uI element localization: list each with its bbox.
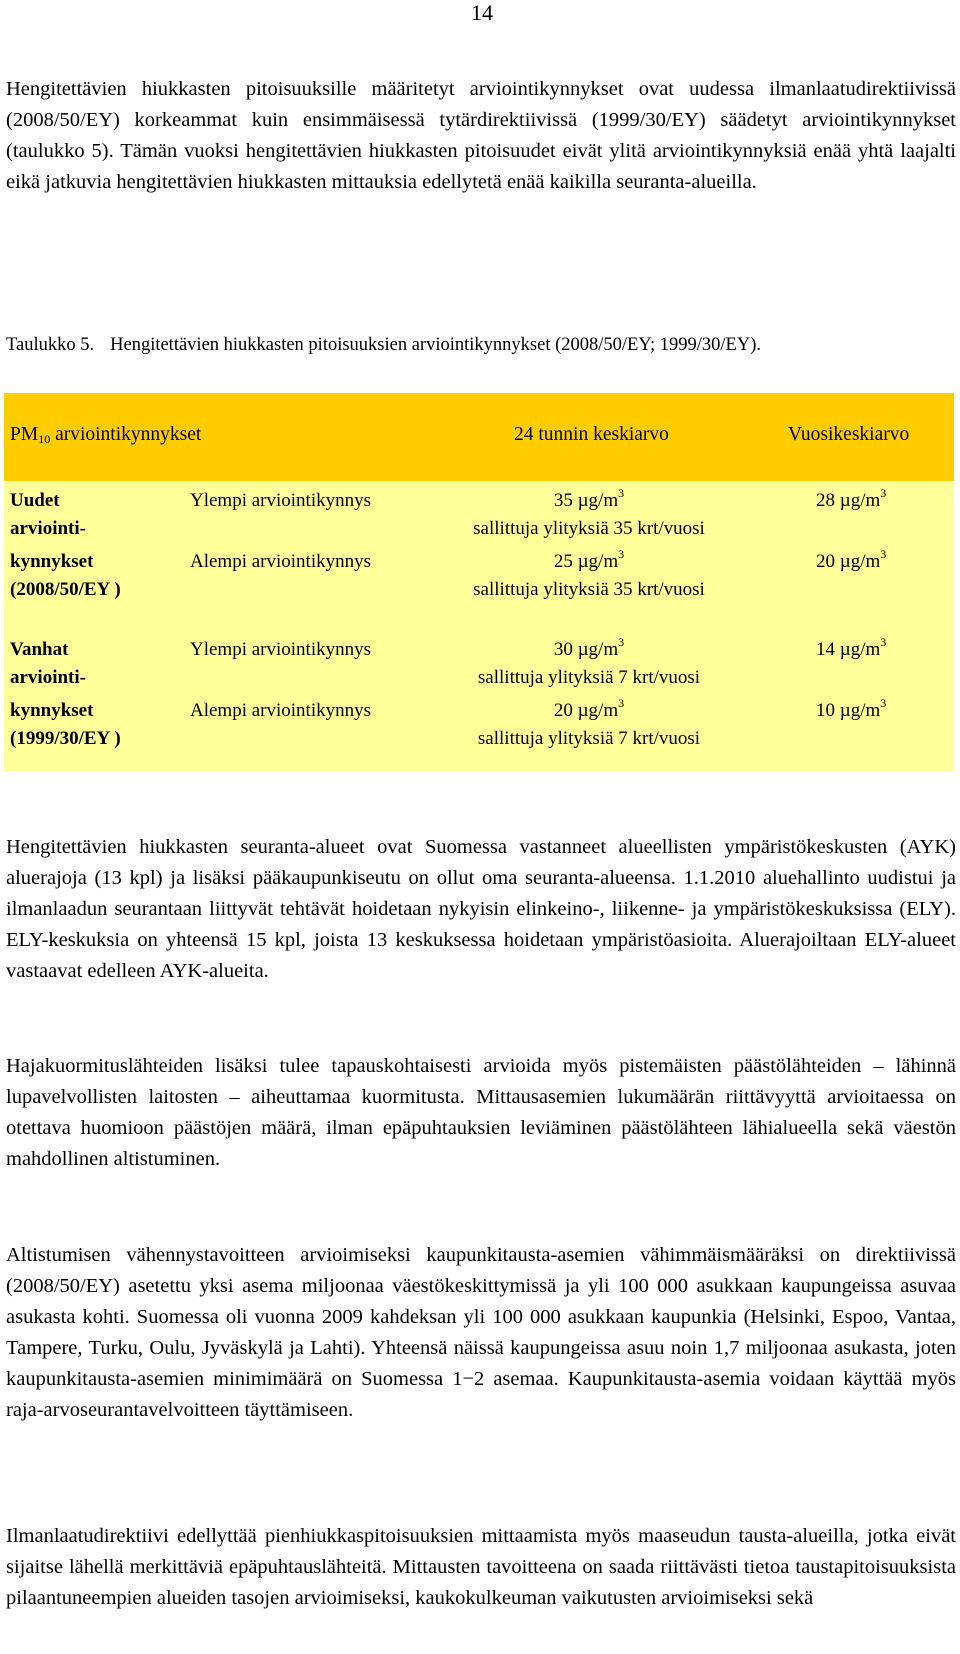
group-label: Uudet [10, 490, 60, 511]
page-number: 14 [471, 0, 493, 25]
group-label: arviointi- [10, 667, 86, 688]
group-label: (2008/50/EY ) [10, 579, 121, 600]
group-label: arviointi- [10, 518, 86, 539]
group-label: kynnykset [10, 700, 94, 721]
paragraph-urban-background: Altistumisen vähennystavoitteen arvioimiseksi kaupunkitausta-asemien vähimmäismääräksi on direktiivissä (2008/50/EY) asetettu yksi asema miljoonaa väestökeskittymissä ja yli 100 000 asukkaan kaupungeissa asuvaa asukasta kohti. Suomessa oli vuonna 2009 kahdeksan yli 100 000 asukkaan kaupunkia (Helsinki, Espoo, Vantaa, Tampere, Turku, Oulu, Jyväskylä ja Lahti). Yhteensä näissä kaupungeissa asuu noin 1,7 miljoonaa asukasta, joten kaupunkitausta-asemien minimimäärä on Suomessa 1−2 asemaa. Kaupunkitausta-asemia voidaan käyttää myös raja-arvoseurantavelvoitteen täyttämiseen. [6, 1244, 956, 1421]
row-name: Ylempi arviointikynnys [190, 490, 372, 511]
allowed-exceedances: sallittuja ylityksiä 7 krt/vuosi [477, 667, 701, 688]
allowed-exceedances: sallittuja ylityksiä 7 krt/vuosi [477, 728, 701, 749]
caption-label: Taulukko 5. [6, 335, 95, 355]
daily-value: 35 $\mu g/m^3$ [553, 486, 625, 511]
paragraph-point-sources: Hajakuormituslähteiden lisäksi tulee tapauskohtaisesti arvioida myös pistemäisten päästölähteiden – lähinnä lupavelvollisten laitosten – aiheuttamaa kuormitusta. Mittausasemien lukumäärän riittävyyttä arvioitaessa on otettava huomioon päästöjen määrä, ilman epäpuhtauksien leviäminen päästölähteen lähialueella sekä väestön mahdollinen altistuminen. [6, 1055, 956, 1170]
caption-text: Hengitettävien hiukkasten pitoisuuksien arviointikynnykset (2008/50/EY; 1999/30/EY). [110, 335, 761, 355]
row-name: Alempi arviointikynnys [190, 700, 372, 721]
allowed-exceedances: sallittuja ylityksiä 35 krt/vuosi [473, 518, 705, 539]
threshold-table [4, 393, 954, 771]
group-label: Vanhat [10, 639, 69, 660]
paragraph-monitoring-areas: Hengitettävien hiukkasten seuranta-alueet ovat Suomessa vastanneet alueellisten ympäristökeskusten (AYK) aluerajoja (13 kpl) ja lisäksi pääkaupunkiseutu on ollut oma seuranta-alueensa. 1.1.2010 aluehallinto uudistui ja ilmanlaadun seurantaan liittyvät tehtävät hoidetaan nykyisin elinkeino-, liikenne- ja ympäristökeskuksissa (ELY). ELY-keskuksia on yhteensä 15 kpl, joista 13 keskuksessa hoidetaan ympäristöasioita. Aluerajoiltaan ELY-alueet vastaavat edelleen AYK-alueita. [6, 836, 956, 982]
daily-value: 25 $\mu g/m^3$ [553, 547, 625, 572]
annual-value: 20 $\mu g/m^3$ [816, 547, 887, 572]
group-label: (1999/30/EY ) [10, 728, 121, 749]
annual-value: 10 $\mu g/m^3$ [816, 696, 887, 721]
daily-value: 30 $\mu g/m^3$ [553, 635, 625, 660]
table-body [4, 481, 954, 771]
header-pm10: $PM_{10}$ arviointikynnykset [10, 424, 202, 446]
header-daily-mean: 24 tunnin keskiarvo [514, 424, 669, 445]
row-name: Ylempi arviointikynnys [190, 639, 372, 660]
paragraph-particle-thresholds: Hengitettävien hiukkasten pitoisuuksille määritetyt arviointikynnykset ovat uudessa ilmanlaatudirektiivissä (2008/50/EY) korkeammat kuin ensimmäisessä tytärdirektiivissä (1999/30/EY) säädetyt arviointikynnykset (taulukko 5). Tämän vuoksi hengitettävien hiukkasten pitoisuudet eivät ylitä arviointikynnyksiä enää yhtä laajalti eikä jatkuvia hengitettävien hiukkasten mittauksia edellytetä enää kaikilla seuranta-alueilla. [6, 78, 956, 193]
row-name: Alempi arviointikynnys [190, 551, 372, 572]
header-annual-mean: Vuosikeskiarvo [788, 424, 910, 445]
paragraph-rural-background: Ilmanlaatudirektiivi edellyttää pienhiukkaspitoisuuksien mittaamista myös maaseudun tausta-alueilla, jotka eivät sijaitse lähellä merkittäviä epäpuhtauslähteitä. Mittausten tavoitteena on saada riittävästi tietoa taustapitoisuuksista pilaantuneempien alueiden tasojen arvioimiseksi, kaukokulkeuman vaikutusten arvioimiseksi sekä [6, 1525, 956, 1609]
allowed-exceedances: sallittuja ylityksiä 35 krt/vuosi [473, 579, 705, 600]
daily-value: 20 $\mu g/m^3$ [553, 696, 625, 721]
annual-value: 14 $\mu g/m^3$ [816, 635, 887, 660]
annual-value: 28 $\mu g/m^3$ [816, 486, 887, 511]
table-header [4, 393, 954, 481]
group-label: kynnykset [10, 551, 94, 572]
table-caption [6, 333, 761, 357]
